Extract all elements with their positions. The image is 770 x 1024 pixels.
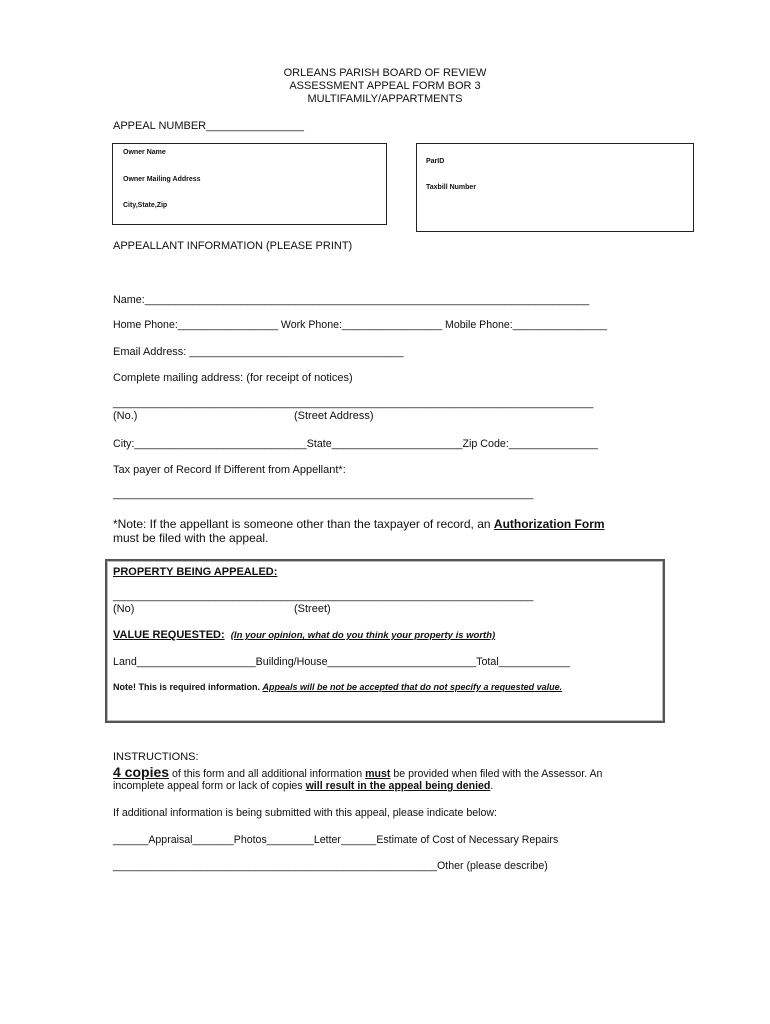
mailing-address-label: Complete mailing address: (for receipt of notices) <box>113 372 353 384</box>
appellant-heading: APPEALLANT INFORMATION (PLEASE PRINT) <box>113 240 353 252</box>
phone-fields[interactable]: Home Phone:_________________ Work Phone:_________________ Mobile Phone:________________ <box>113 319 608 331</box>
form-agency-title: ORLEANS PARISH BOARD OF REVIEW <box>283 67 487 79</box>
value-requested-heading: VALUE REQUESTED: <box>113 629 225 641</box>
address-no-label: (No.) <box>113 410 138 422</box>
taxpayer-field[interactable]: ______________________________________________________________________ <box>113 488 534 500</box>
additional-options-fields[interactable]: ______Appraisal_______Photos________Letter______Estimate of Cost of Necessary Repairs <box>113 834 559 846</box>
owner-mailing-label: Owner Mailing Address <box>123 176 201 183</box>
instructions-line-1 <box>113 764 602 780</box>
email-field[interactable]: Email Address: ___________________________________ <box>113 346 404 358</box>
authorization-form-link[interactable]: Authorization Form <box>493 517 605 531</box>
instructions-text-1: of this form and all additional information <box>169 768 366 780</box>
property-heading: PROPERTY BEING APPEALED: <box>113 566 278 578</box>
required-note-prefix: Note! This is required information. <box>113 682 263 692</box>
value-requested-line <box>113 629 495 641</box>
parcel-info-box <box>416 143 694 232</box>
instructions-text-2: be provided when filed with the Assessor. An <box>390 768 603 780</box>
form-subtitle: MULTIFAMILY/APPARTMENTS <box>307 93 463 105</box>
authorization-note <box>113 517 605 531</box>
taxpayer-label: Tax payer of Record If Different from Appellant*: <box>113 464 346 476</box>
copies-emphasis: 4 copies <box>113 764 170 780</box>
appeal-number-field[interactable]: APPEAL NUMBER________________ <box>113 120 305 132</box>
form-title: ASSESSMENT APPEAL FORM BOR 3 <box>289 80 481 92</box>
instructions-line2-end: . <box>490 780 494 792</box>
city-state-zip-fields[interactable]: City:_____________________________State______________________Zip Code:_______________ <box>113 438 598 450</box>
note-text: *Note: If the appellant is someone other than the taxpayer of record, an <box>113 517 494 531</box>
instructions-line-2 <box>113 780 493 792</box>
note-line-2: must be filed with the appeal. <box>113 531 269 545</box>
property-box <box>105 559 665 723</box>
additional-info-label: If additional information is being submitted with this appeal, please indicate below: <box>113 807 497 819</box>
other-description-field[interactable]: _______________________________________________________Other (please describe) <box>113 860 548 872</box>
mailing-address-field[interactable]: ________________________________________________________________________________ <box>113 397 594 409</box>
owner-info-box <box>112 143 387 225</box>
parid-label: ParID <box>426 158 445 165</box>
instructions-line2-text: incomplete appeal form or lack of copies <box>113 780 306 792</box>
taxbill-label: Taxbill Number <box>426 184 477 191</box>
instructions-heading: INSTRUCTIONS: <box>113 751 199 763</box>
denied-emphasis: will result in the appeal being denied <box>305 780 491 792</box>
name-field[interactable]: Name:__________________________________________________________________________ <box>113 294 590 306</box>
property-no-label: (No) <box>113 603 135 615</box>
city-state-zip-label: City,State,Zip <box>123 202 168 209</box>
value-fields[interactable]: Land____________________Building/House_________________________Total____________ <box>113 656 571 668</box>
value-requested-hint: (In your opinion, what do you think your property is worth) <box>230 630 496 641</box>
required-value-note <box>113 682 562 692</box>
owner-name-label: Owner Name <box>123 149 166 156</box>
required-note-emphasis: Appeals will be not be accepted that do not specify a requested value. <box>262 682 563 692</box>
street-address-label: (Street Address) <box>294 410 374 422</box>
property-address-field[interactable]: ______________________________________________________________________ <box>113 590 534 602</box>
must-emphasis: must <box>365 768 391 780</box>
property-street-label: (Street) <box>294 603 331 615</box>
